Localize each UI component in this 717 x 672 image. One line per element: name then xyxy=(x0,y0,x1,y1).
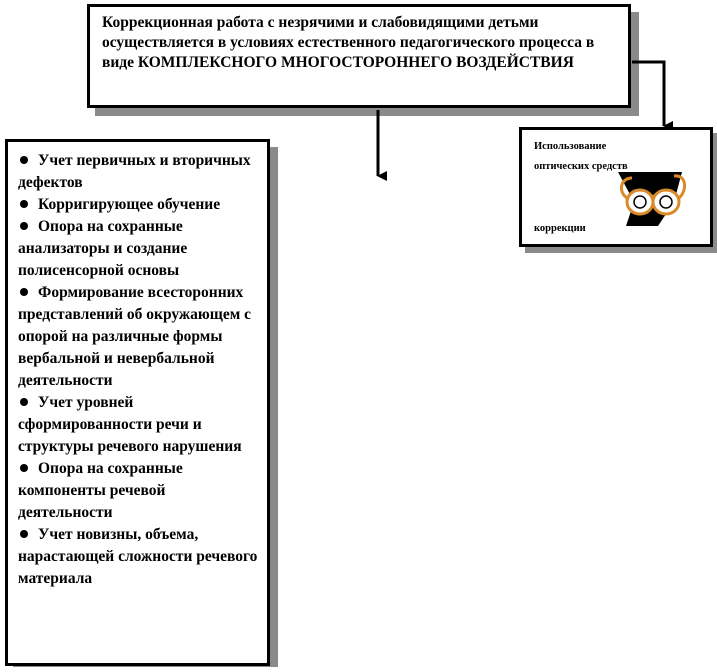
list-item: Опора на сохранные компоненты речевой деятельности xyxy=(18,460,183,521)
main-statement-text: Коррекционная работа с незрячими и слабовидящими детьми осуществляется в условиях естественного педагогического процесса в виде КОМПЛЕКСНОГО МНОГОСТОРОННЕГО ВОЗДЕЙСТВИЯ xyxy=(102,14,595,71)
bullet-icon xyxy=(20,464,28,472)
principles-list-box xyxy=(5,139,270,666)
list-item: Формирование всесторонних представлений об окружающем с опорой на различные формы вербальной и невербальной деятельности xyxy=(18,284,252,389)
list-item: Корригирующее обучение xyxy=(18,194,261,216)
bullet-icon xyxy=(20,530,28,538)
optical-label-line1: Использование xyxy=(534,141,607,152)
bullet-icon xyxy=(20,222,28,230)
list-item: Учет уровней сформированности речи и структуры речевого нарушения xyxy=(18,394,242,455)
bullet-icon xyxy=(20,398,28,406)
bullet-icon xyxy=(20,288,28,296)
list-item: Учет первичных и вторичных дефектов xyxy=(18,152,251,191)
optical-correction-box xyxy=(519,127,713,247)
eyeglasses-icon xyxy=(612,168,692,230)
bullet-icon xyxy=(20,156,28,164)
list-item: Опора на сохранные анализаторы и создание полисенсорной основы xyxy=(18,218,188,279)
optical-label-line3: коррекции xyxy=(534,223,586,234)
principles-list xyxy=(18,150,261,590)
list-item: Учет новизны, объема, нарастающей сложности речевого материала xyxy=(18,526,258,587)
main-statement-box xyxy=(87,4,631,108)
optical-label-line2: оптических средств xyxy=(534,161,628,172)
bullet-icon xyxy=(20,200,28,208)
